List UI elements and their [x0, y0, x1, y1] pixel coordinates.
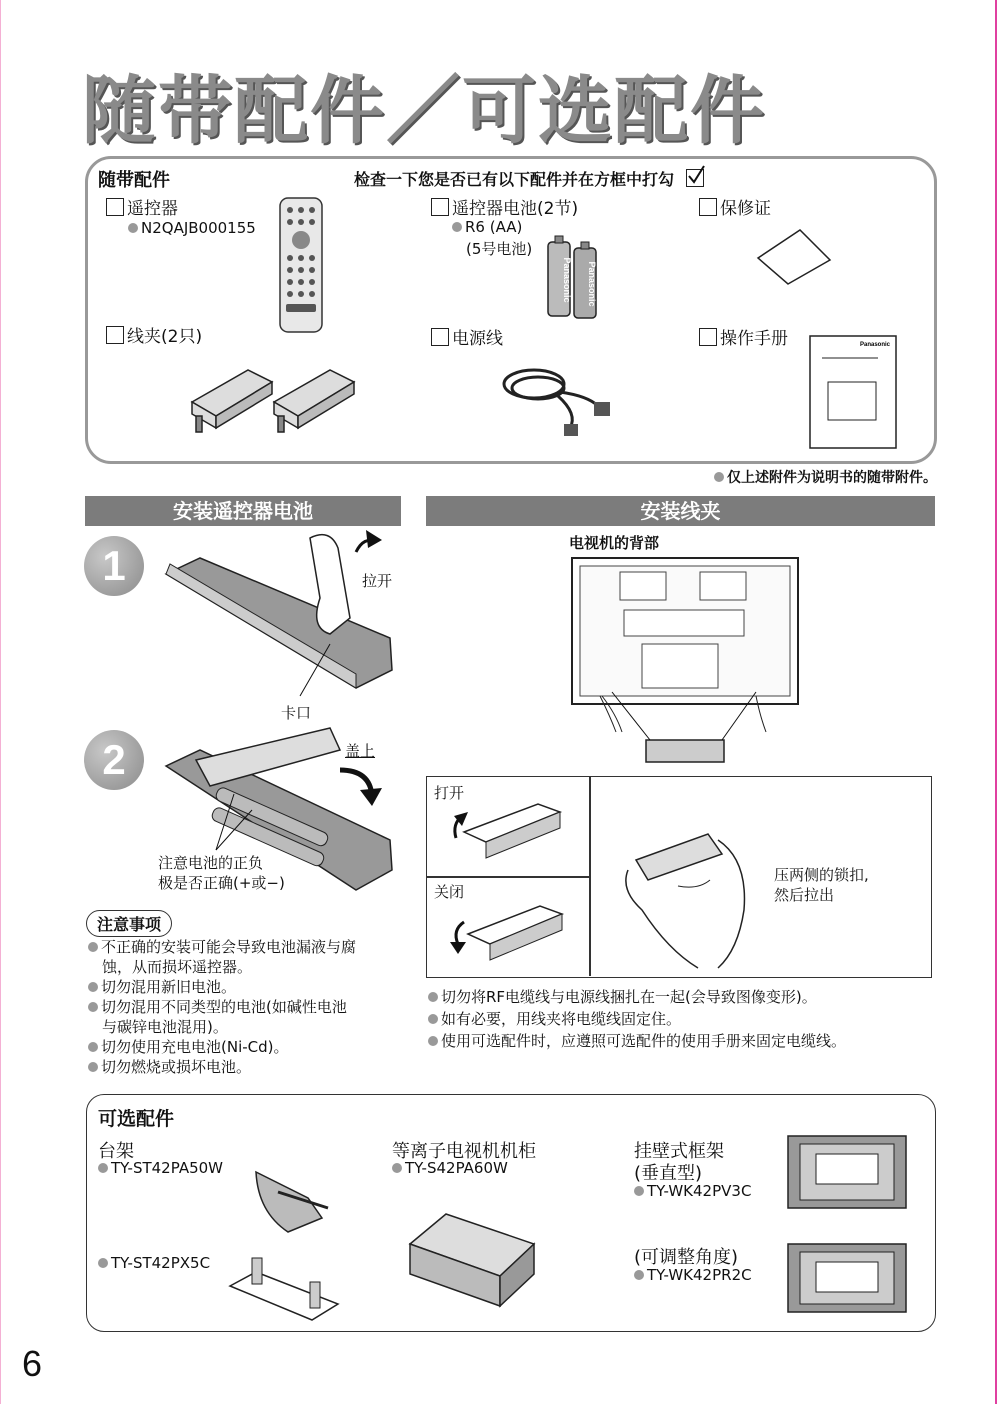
clamp-note-text: 如有必要，用线夹将电缆线固定住。	[441, 1010, 682, 1028]
bullet-icon	[428, 1036, 438, 1046]
power-cord-label: 电源线	[452, 329, 503, 349]
caution-text: 切勿混用新旧电池。	[101, 978, 237, 996]
bracket-label: 挂壁式框架	[634, 1141, 724, 1162]
bullet-icon	[634, 1186, 644, 1196]
manual-checkbox[interactable]	[699, 328, 717, 346]
clamp-checkbox[interactable]	[106, 326, 124, 344]
release-instruction-line2: 然后拉出	[774, 886, 835, 904]
bullet-icon	[88, 1062, 98, 1072]
caution-text: 切勿燃烧或损坏电池。	[101, 1058, 252, 1076]
clamp-open-label: 打开	[434, 784, 465, 802]
cabinet-model	[392, 1159, 508, 1177]
hook-label: 卡口	[281, 704, 312, 722]
page-number: 6	[22, 1343, 43, 1384]
cabinet-label: 等离子电视机机柜	[392, 1141, 536, 1162]
bullet-icon	[392, 1163, 402, 1173]
page-title: 随带配件／可选配件	[82, 68, 766, 154]
accessories-heading: 随带配件	[98, 170, 170, 191]
warranty-label: 保修证	[720, 199, 771, 219]
stand-px5c-illustration	[226, 1252, 344, 1328]
clamp-detail-divider-v	[589, 776, 591, 976]
hand-releasing-clamp-illustration	[618, 800, 758, 970]
clamp-note-text: 切勿将RF电缆线与电源线捆扎在一起(会导致图像变形)。	[441, 988, 817, 1006]
caution-item	[88, 1057, 408, 1077]
remote-item[interactable]	[106, 194, 178, 219]
remote-checkbox[interactable]	[106, 198, 124, 216]
power-cord-item[interactable]	[431, 324, 503, 349]
battery-brand-text-1: Panasonic	[562, 257, 572, 303]
remote-control-illustration	[278, 196, 324, 336]
manual-item[interactable]	[699, 324, 788, 349]
step-1-badge: 1	[84, 536, 144, 596]
batteries-item[interactable]	[431, 194, 578, 219]
page-edge-left	[0, 0, 1, 1404]
batteries-spec	[452, 218, 522, 236]
warranty-checkbox[interactable]	[699, 198, 717, 216]
remote-label: 遥控器	[127, 199, 178, 219]
bullet-icon	[128, 223, 138, 233]
tv-rear-illustration	[570, 556, 800, 766]
accessories-instruction	[354, 167, 707, 190]
clamp-note	[428, 1031, 928, 1051]
wall-bracket-vertical-illustration	[786, 1134, 908, 1210]
clamp-section-title: 安装线夹	[426, 496, 935, 526]
clamp-item[interactable]	[106, 322, 202, 347]
caution-item	[88, 937, 408, 957]
battery-section-title: 安装遥控器电池	[85, 496, 401, 526]
polarity-note-line2: 极是否正确(+或−)	[158, 874, 285, 892]
clamp-close-label: 关闭	[434, 883, 465, 901]
bullet-icon	[452, 222, 462, 232]
clamp-label: 线夹(2只)	[127, 327, 203, 347]
cabinet-model-text: TY-S42PA60W	[405, 1159, 508, 1177]
manual-label: 操作手册	[720, 329, 788, 349]
caution-item	[88, 957, 408, 977]
batteries-label: 遥控器电池(2节)	[452, 199, 579, 219]
operating-manual-illustration	[808, 334, 900, 452]
stand-label: 台架	[98, 1141, 134, 1162]
clamp-detail-divider-h	[426, 876, 589, 878]
stand-model-2	[98, 1254, 210, 1272]
stand-model-1	[98, 1159, 223, 1177]
battery-brand-text-2: Panasonic	[587, 261, 597, 307]
tv-rear-label: 电视机的背部	[569, 534, 660, 552]
clamp-open-illustration	[450, 798, 570, 868]
pull-open-label: 拉开	[362, 572, 393, 590]
stand-model-2-text: TY-ST42PX5C	[111, 1254, 211, 1272]
caution-item	[88, 1037, 408, 1057]
bracket-vertical-label: (垂直型)	[634, 1163, 703, 1184]
checked-box-icon	[686, 169, 704, 187]
caution-item	[88, 1017, 408, 1037]
cable-clamps-illustration	[186, 362, 362, 442]
bullet-icon	[88, 1002, 98, 1012]
bracket-model-a	[634, 1266, 752, 1284]
wall-bracket-angle-illustration	[786, 1242, 908, 1314]
power-cord-checkbox[interactable]	[431, 328, 449, 346]
step-2-badge: 2	[84, 730, 144, 790]
remote-model-text: N2QAJB000155	[141, 219, 256, 237]
remote-open-cover-illustration	[160, 528, 400, 700]
clamp-note-text: 使用可选配件时，应遵照可选配件的使用手册来固定电缆线。	[441, 1032, 847, 1050]
clamp-note	[428, 1009, 928, 1029]
caution-text: 蚀，从而损坏遥控器。	[102, 958, 253, 976]
bullet-icon	[428, 1014, 438, 1024]
caution-list	[88, 937, 408, 1077]
stand-model-1-text: TY-ST42PA50W	[111, 1159, 223, 1177]
bullet-icon	[88, 1042, 98, 1052]
caution-text: 切勿使用充电电池(Ni-Cd)。	[101, 1038, 289, 1056]
caution-text: 不正确的安装可能会导致电池漏液与腐	[101, 938, 357, 956]
caution-text: 切勿混用不同类型的电池(如碱性电池	[101, 998, 347, 1016]
bracket-model-v-text: TY-WK42PV3C	[647, 1182, 752, 1200]
caution-item	[88, 977, 408, 997]
clamp-notes	[428, 987, 928, 1051]
power-cord-illustration	[498, 362, 618, 440]
optional-heading: 可选配件	[98, 1108, 175, 1130]
instruction-text: 检查一下您是否已有以下配件并在方框中打勾	[354, 170, 675, 189]
caution-text: 与碳锌电池混用)。	[102, 1018, 228, 1036]
clamp-close-illustration	[450, 900, 570, 972]
bullet-icon	[714, 472, 724, 482]
warranty-card-illustration	[754, 226, 834, 286]
batteries-spec2: (5号电池)	[466, 240, 533, 258]
bracket-angle-label: (可调整角度)	[634, 1247, 739, 1268]
polarity-note-line1: 注意电池的正负	[158, 854, 264, 872]
release-instruction-line1: 压两侧的锁扣,	[774, 866, 869, 884]
bullet-icon	[98, 1163, 108, 1173]
bullet-icon	[98, 1258, 108, 1268]
caution-item	[88, 997, 408, 1017]
bracket-model-a-text: TY-WK42PR2C	[647, 1266, 752, 1284]
remote-model	[128, 219, 256, 237]
bullet-icon	[88, 982, 98, 992]
aa-batteries-illustration	[544, 234, 600, 320]
clamp-note	[428, 987, 928, 1007]
bullet-icon	[88, 942, 98, 952]
bracket-model-v	[634, 1182, 751, 1200]
accessories-footnote-text: 仅上述附件为说明书的随带附件。	[727, 470, 937, 486]
manual-brand-text: Panasonic	[859, 342, 890, 348]
bullet-icon	[428, 992, 438, 1002]
batteries-spec-text: R6 (AA)	[465, 218, 523, 236]
bullet-icon	[634, 1270, 644, 1280]
tv-cabinet-illustration	[406, 1204, 538, 1310]
caution-heading: 注意事项	[86, 910, 172, 937]
warranty-item[interactable]	[699, 194, 771, 219]
accessories-footnote	[714, 467, 937, 487]
close-cover-label: 盖上	[345, 742, 376, 760]
stand-pa50w-illustration	[248, 1162, 334, 1236]
batteries-checkbox[interactable]	[431, 198, 449, 216]
